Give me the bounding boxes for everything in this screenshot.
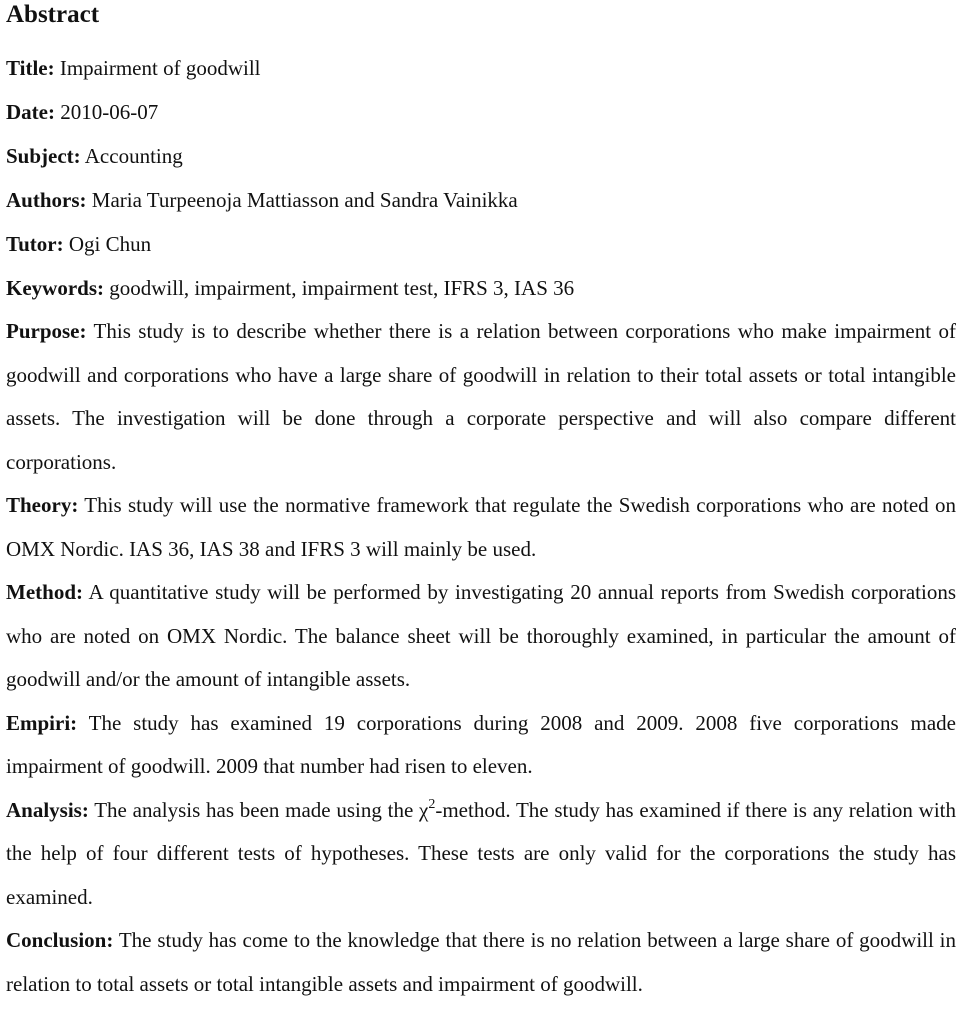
chi-symbol: χ — [419, 797, 429, 822]
theory-section — [6, 484, 956, 571]
purpose-section — [6, 310, 956, 484]
conclusion-section — [6, 919, 956, 1006]
method-text: A quantitative study will be performed by investigating 20 annual reports from Swedish corporations who are noted on OMX Nordic. The balance sheet will be thoroughly examined, in particular the amount of goodwill and/or the amount of intangible assets. — [6, 580, 956, 691]
tutor-label: Tutor: — [6, 232, 64, 256]
keywords-line — [6, 266, 956, 310]
empiri-label: Empiri: — [6, 710, 78, 735]
analysis-text-after: -method. The study has examined if there is any relation with the help of four different tests of hypotheses. These tests are only valid for the corporations the study has examined. — [6, 797, 957, 909]
tutor-line — [6, 222, 956, 266]
subject-line — [6, 134, 956, 178]
keywords-value: goodwill, impairment, impairment test, IFRS 3, IAS 36 — [109, 276, 575, 300]
authors-line — [6, 178, 956, 222]
title-value: Impairment of goodwill — [59, 56, 261, 80]
purpose-text: This study is to describe whether there is a relation between corporations who make impairment of goodwill and corporations who have a large share of goodwill in relation to their total assets or total intangible assets. The investigation will be done through a corporate perspective and will also compare different corporations. — [6, 319, 956, 474]
method-section — [6, 571, 956, 702]
theory-text: This study will use the normative framework that regulate the Swedish corporations who are noted on OMX Nordic. IAS 36, IAS 38 and IFRS 3 will mainly be used. — [6, 493, 956, 561]
conclusion-label: Conclusion: — [6, 928, 114, 952]
keywords-label: Keywords: — [6, 276, 104, 300]
empiri-text: The study has examined 19 corporations during 2008 and 2009. 2008 five corporations made impairment of goodwill. 2009 that number had risen to eleven. — [6, 710, 956, 778]
analysis-label: Analysis: — [6, 797, 89, 822]
authors-value: Maria Turpeenoja Mattiasson and Sandra Vainikka — [91, 188, 518, 212]
analysis-section — [6, 789, 956, 920]
method-label: Method: — [6, 580, 83, 604]
abstract-heading: Abstract — [6, 1, 100, 28]
conclusion-text: The study has come to the knowledge that there is no relation between a large share of goodwill in relation to total assets or total intangible assets and impairment of goodwill. — [6, 928, 956, 996]
date-value: 2010-06-07 — [60, 100, 159, 124]
chi-exponent: 2 — [428, 796, 436, 812]
theory-label: Theory: — [6, 493, 79, 517]
tutor-value: Ogi Chun — [68, 232, 152, 256]
subject-value: Accounting — [84, 144, 183, 168]
metadata-block — [6, 46, 956, 310]
title-label: Title: — [6, 56, 55, 80]
date-line — [6, 90, 956, 134]
purpose-label: Purpose: — [6, 319, 87, 343]
authors-label: Authors: — [6, 188, 87, 212]
analysis-text-before: The analysis has been made using the — [94, 797, 420, 822]
date-label: Date: — [6, 100, 55, 124]
empiri-section — [6, 702, 956, 789]
title-line — [6, 46, 956, 90]
subject-label: Subject: — [6, 144, 81, 168]
